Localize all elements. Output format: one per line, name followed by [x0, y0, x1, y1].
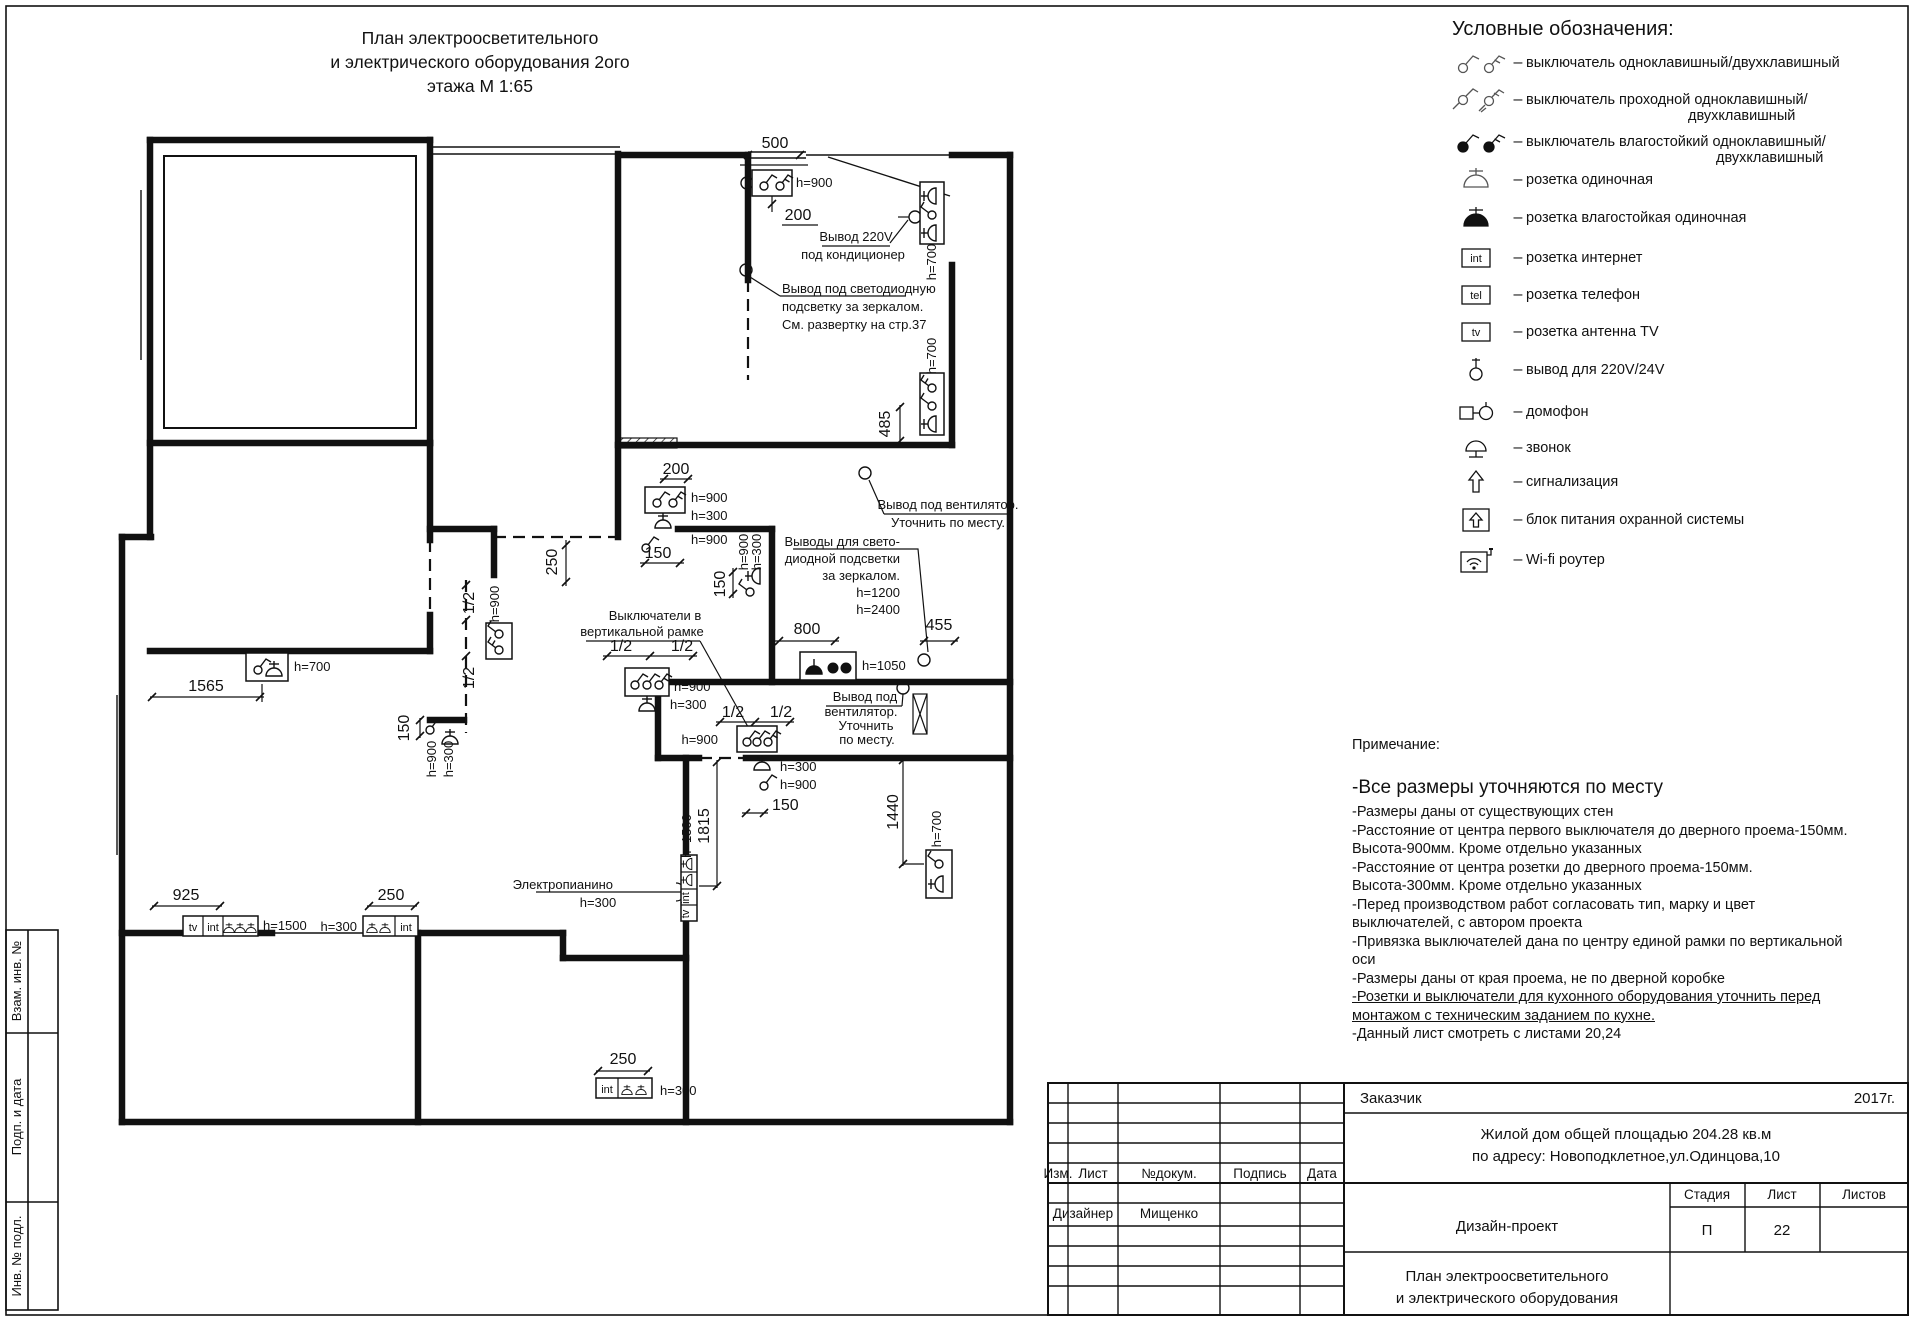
legend-dash: –: [1513, 473, 1523, 490]
height-label: h=300: [780, 759, 817, 774]
callout: Уточнить: [838, 718, 894, 733]
note-line: Высота-300мм. Кроме отдельно указанных: [1352, 878, 1642, 894]
bottom-title-line1: План электроосветительного: [1405, 1268, 1609, 1285]
legend-item: [1452, 317, 1659, 347]
note-line: Высота-900мм. Кроме отдельно указанных: [1352, 841, 1642, 857]
legend-label: выключатель влагостойкий одноклавишный/: [1526, 134, 1826, 150]
note-line: -Размеры даны от существующих стен: [1352, 804, 1614, 820]
dim-label: 1/2: [721, 704, 745, 721]
legend-item: [1452, 203, 1746, 233]
legend-dash: –: [1513, 551, 1523, 568]
stamp-label: Взам. инв. №: [9, 940, 24, 1022]
legend-item: [1452, 545, 1605, 575]
callout: См. развертку на стр.37: [782, 317, 927, 332]
callout: Вывод 220V: [819, 229, 893, 244]
dim-label: 1565: [188, 678, 224, 695]
col-podpis: Подпись: [1233, 1166, 1287, 1181]
col-list: Лист: [1078, 1166, 1108, 1181]
notes-header: Примечание:: [1352, 737, 1440, 753]
legend-item: [1452, 355, 1664, 385]
dim-label: 1/2: [461, 591, 478, 615]
dim-label: 485: [877, 410, 894, 438]
dim-label: 150: [712, 570, 729, 598]
designer-name: Мищенко: [1139, 1206, 1199, 1221]
socket-label: int: [207, 922, 219, 934]
bottom-title-line2: и электрического оборудования: [1395, 1290, 1619, 1307]
legend-label: розетка влагостойкая одиночная: [1526, 210, 1747, 226]
dim-label: 500: [761, 135, 789, 152]
callout: под кондиционер: [801, 247, 905, 262]
stage-label: Стадия: [1683, 1187, 1731, 1202]
col-data: Дата: [1307, 1166, 1337, 1181]
legend-item: [1452, 505, 1744, 535]
height-label: h=1200: [856, 585, 900, 600]
height-label: h=700: [929, 810, 944, 848]
col-dokum: №докум.: [1141, 1166, 1197, 1181]
dim-label: 200: [662, 461, 690, 478]
legend-label: звонок: [1526, 440, 1571, 456]
legend-dash: –: [1513, 439, 1523, 456]
legend-item: [1452, 243, 1642, 273]
legend-label-line2: двухклавишный: [1716, 150, 1824, 166]
col-izm: Изм.: [1043, 1166, 1073, 1181]
designer-label: Дизайнер: [1052, 1206, 1114, 1221]
height-label: h=300: [670, 697, 707, 712]
legend-dash: –: [1513, 171, 1523, 188]
height-label: h=1500: [263, 918, 307, 933]
notes-block: [1352, 736, 1920, 1044]
note-line: -Расстояние от центра первого выключателя до дверного проема-150мм.: [1352, 822, 1848, 839]
height-label: h=300: [749, 533, 764, 571]
socket-label: tv: [188, 922, 198, 934]
callout: подсветку за зеркалом.: [782, 299, 924, 314]
height-label: h=300: [660, 1083, 697, 1098]
dim-label: 1/2: [670, 638, 694, 655]
dim-label: 250: [377, 887, 405, 904]
note-line: -Розетки и выключатели для кухонного оборудования уточнить перед: [1352, 989, 1821, 1005]
callout: за зеркалом.: [822, 568, 900, 583]
drawing-title-line3: этажа М 1:65: [427, 76, 533, 96]
object-line2: по адресу: Новоподклетное,ул.Одинцова,10: [1472, 1148, 1780, 1165]
dim-label: 1440: [885, 794, 902, 830]
height-label: h=900: [796, 175, 833, 190]
notes-big-line: -Все размеры уточняются по месту: [1352, 776, 1663, 798]
callout: Вывод под: [832, 689, 898, 704]
legend-label: выключатель одноклавишный/двухклавишный: [1526, 55, 1840, 71]
svg-text:int: int: [1470, 253, 1482, 265]
dim-label: 200: [784, 207, 812, 224]
callout: Уточнить по месту.: [890, 515, 1006, 530]
legend-label: вывод для 220V/24V: [1526, 362, 1665, 378]
legend-label: розетка антенна TV: [1526, 324, 1659, 340]
legend-item: [1452, 467, 1618, 497]
drawing-title-line1: План электроосветительного: [361, 28, 599, 48]
doc-type: Дизайн-проект: [1455, 1218, 1559, 1235]
height-label: h=700: [294, 659, 331, 674]
height-label: h=300: [320, 919, 357, 934]
height-label: h=900: [780, 777, 817, 792]
outlet-icon: [918, 654, 930, 666]
legend-item: [1452, 280, 1640, 310]
legend-dash: –: [1513, 54, 1523, 71]
dim-label: 150: [644, 545, 672, 562]
sheet-label: Лист: [1767, 1187, 1797, 1202]
height-label: h=900: [681, 732, 718, 747]
callout: вертикальной рамке: [580, 624, 704, 639]
legend-label: розетка одиночная: [1526, 172, 1653, 188]
dim-label: 150: [772, 797, 799, 814]
dim-label: 1/2: [461, 666, 478, 690]
fan-outlet-icon: [859, 467, 871, 479]
dim-label: 1815: [696, 808, 713, 844]
legend-dash: –: [1513, 323, 1523, 340]
note-line: -Данный лист смотреть с листами 20,24: [1352, 1026, 1622, 1042]
legend-dash: –: [1513, 249, 1523, 266]
height-label: h=300: [441, 740, 456, 778]
note-line: -Размеры даны от края проема, не по дверной коробке: [1352, 970, 1725, 987]
stamp-label: Инв. № подл.: [9, 1215, 24, 1297]
note-line: -Привязка выключателей дана по центру единой рамки по вертикальной: [1352, 933, 1843, 950]
legend-label: блок питания охранной системы: [1526, 512, 1745, 528]
legend-label: сигнализация: [1526, 474, 1619, 490]
height-label: h=1500: [679, 814, 694, 858]
height-label: h=1050: [862, 658, 906, 673]
height-label: h=300: [691, 508, 728, 523]
height-label: h=900: [691, 532, 728, 547]
svg-text:tel: tel: [1470, 290, 1482, 302]
dim-label: 250: [609, 1051, 637, 1068]
height-label: h=900: [691, 490, 728, 505]
legend-item: [1452, 165, 1653, 195]
socket-label: int: [400, 922, 412, 934]
callout: Электропианино: [512, 877, 613, 892]
legend-dash: –: [1513, 511, 1523, 528]
legend-label: Wi-fi роутер: [1526, 552, 1605, 568]
legend-label: розетка телефон: [1526, 287, 1641, 303]
dim-label: 150: [396, 714, 413, 742]
plan-labels: [173, 135, 1019, 1098]
legend-label: домофон: [1526, 404, 1589, 420]
callout: диодной подсветки: [784, 551, 900, 566]
note-line: -Расстояние от центра розетки до дверного проема-150мм.: [1352, 859, 1753, 876]
legend-dash: –: [1513, 209, 1523, 226]
note-line: -Перед производством работ согласовать тип, марку и цвет: [1352, 896, 1756, 913]
height-label: h=900: [424, 740, 439, 778]
dim-label: 455: [925, 617, 953, 634]
socket-label: tv: [680, 909, 692, 919]
stage-value: П: [1701, 1222, 1713, 1239]
svg-text:tv: tv: [1471, 327, 1481, 339]
legend-dash: –: [1513, 361, 1523, 378]
legend-dash: –: [1513, 286, 1523, 303]
callout: Вывод под вентилятор.: [877, 497, 1019, 512]
callout: Выключатели в: [608, 608, 702, 623]
legend-label: розетка интернет: [1526, 250, 1643, 266]
callout: по месту.: [839, 732, 895, 747]
legend-item: [1452, 48, 1840, 78]
dim-label: 1/2: [609, 638, 633, 655]
note-line: оси: [1352, 952, 1376, 968]
height-label: h=700: [924, 337, 939, 375]
note-line: монтажом с техническим заданием по кухне.: [1352, 1007, 1655, 1024]
dim-label: 1/2: [769, 704, 793, 721]
callout: вентилятор.: [824, 704, 898, 719]
dim-label: 800: [793, 621, 821, 638]
drawing-title-line2: и электрического оборудования 2ого: [330, 52, 630, 72]
legend-dash: –: [1513, 91, 1523, 108]
height-label: h=900: [674, 679, 711, 694]
stamp-label: Подп. и дата: [9, 1078, 24, 1156]
height-label: h=900: [736, 533, 751, 571]
height-label: h=900: [487, 585, 502, 623]
socket-label: int: [601, 1084, 613, 1096]
outlet-220v-icon: [909, 211, 921, 223]
legend-label: выключатель проходной одноклавишный/: [1526, 92, 1808, 108]
height-label: h=700: [924, 243, 939, 281]
callout: Выводы для свето-: [784, 534, 900, 549]
legend-header: Условные обозначения:: [1452, 18, 1674, 40]
height-label: h=300: [579, 895, 617, 910]
sheets-label: Листов: [1842, 1187, 1886, 1202]
object-line1: Жилой дом общей площадью 204.28 кв.м: [1480, 1126, 1772, 1143]
legend-dash: –: [1513, 133, 1523, 150]
note-line: выключателей, с автором проекта: [1352, 915, 1583, 931]
dim-label: 925: [172, 887, 200, 904]
dim-label: 250: [544, 548, 561, 576]
socket-label: int: [680, 892, 692, 904]
year-label: 2017г.: [1853, 1090, 1895, 1107]
legend-dash: –: [1513, 403, 1523, 420]
legend-item: [1452, 433, 1571, 463]
callout: Вывод под светодиодную: [782, 281, 936, 296]
height-label: h=2400: [856, 602, 900, 617]
drawing-title: [300, 26, 660, 98]
sheet-number: 22: [1773, 1222, 1791, 1239]
side-stamp-labels: [9, 941, 24, 1297]
legend-item: [1452, 397, 1589, 427]
legend-label-line2: двухклавишный: [1688, 108, 1796, 124]
client-label: Заказчик: [1360, 1090, 1422, 1107]
